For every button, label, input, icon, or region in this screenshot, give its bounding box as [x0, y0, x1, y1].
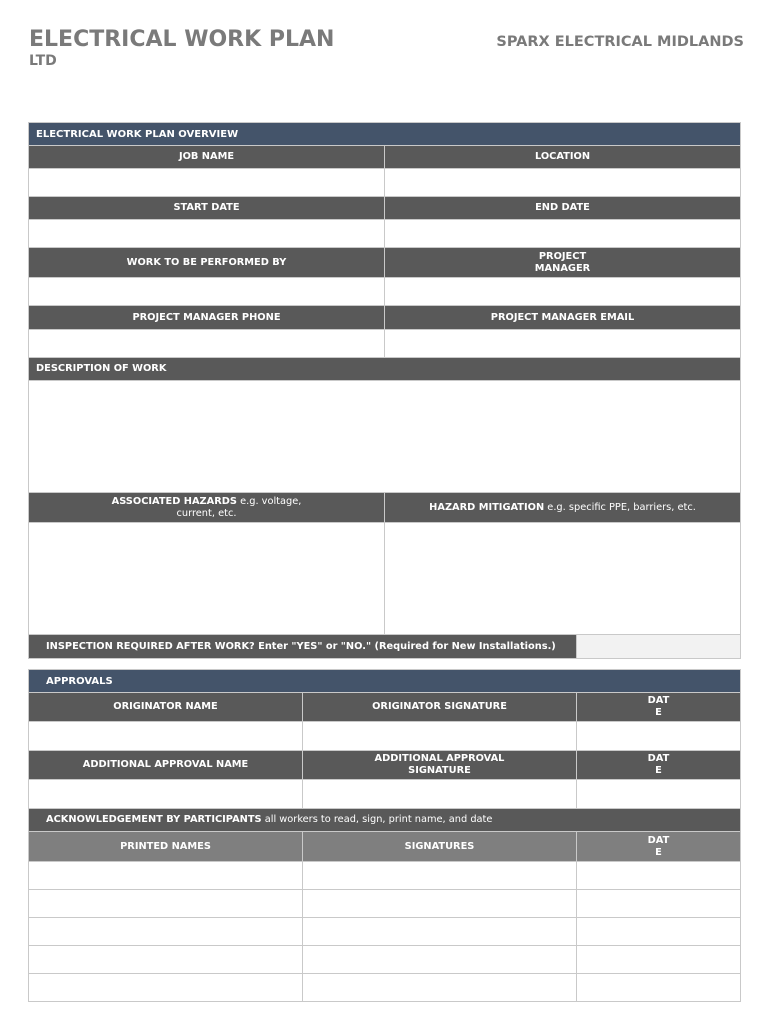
participant-row [28, 974, 741, 1002]
project-manager-field[interactable] [385, 278, 741, 306]
date-label-line2: E [655, 707, 662, 718]
mitigation-label [385, 493, 741, 523]
pm-phone-label: PROJECT MANAGER PHONE [28, 306, 385, 330]
mitigation-label-bold: HAZARD MITIGATION [429, 501, 545, 513]
page-title-sub: LTD [29, 53, 57, 69]
company-name: SPARX ELECTRICAL MIDLANDS [496, 34, 744, 50]
participant-signature-field[interactable] [303, 890, 577, 918]
additional-name-field[interactable] [28, 780, 303, 809]
originator-name-field[interactable] [28, 722, 303, 751]
participant-row [28, 890, 741, 918]
page-title [29, 27, 389, 69]
hazards-label-bold: ASSOCIATED HAZARDS [111, 495, 237, 507]
participant-date-field[interactable] [577, 974, 741, 1002]
job-name-label: JOB NAME [28, 146, 385, 169]
date-label-line1: DAT [647, 695, 670, 706]
originator-date-label [577, 693, 741, 722]
description-label: DESCRIPTION OF WORK [28, 358, 741, 381]
participant-date-field[interactable] [577, 946, 741, 974]
overview-section [28, 122, 741, 659]
participant-date-field[interactable] [577, 890, 741, 918]
participant-name-field[interactable] [28, 946, 303, 974]
date-label-line1: DAT [647, 753, 670, 764]
signatures-label: SIGNATURES [303, 832, 577, 862]
description-field[interactable] [28, 381, 741, 493]
participant-name-field[interactable] [28, 918, 303, 946]
printed-names-label: PRINTED NAMES [28, 832, 303, 862]
mitigation-field[interactable] [385, 523, 741, 635]
pm-email-label: PROJECT MANAGER EMAIL [385, 306, 741, 330]
participant-name-field[interactable] [28, 974, 303, 1002]
job-name-field[interactable] [28, 169, 385, 197]
start-date-field[interactable] [28, 220, 385, 248]
participant-date-field[interactable] [577, 862, 741, 890]
additional-signature-field[interactable] [303, 780, 577, 809]
originator-signature-field[interactable] [303, 722, 577, 751]
acknowledgement-label-bold: ACKNOWLEDGEMENT BY PARTICIPANTS [46, 814, 262, 825]
additional-signature-line2: SIGNATURE [408, 765, 471, 776]
hazards-label-note2: current, etc. [176, 507, 237, 519]
hazards-field[interactable] [28, 523, 385, 635]
participant-signature-field[interactable] [303, 974, 577, 1002]
date-label-line2: E [655, 765, 662, 776]
pm-email-field[interactable] [385, 330, 741, 358]
location-label: LOCATION [385, 146, 741, 169]
additional-name-label: ADDITIONAL APPROVAL NAME [28, 751, 303, 780]
acknowledgement-label-note: all workers to read, sign, print name, and date [261, 814, 493, 825]
acknowledgement-label [28, 809, 741, 832]
participant-signature-field[interactable] [303, 918, 577, 946]
date-label-line2: E [655, 846, 662, 858]
performed-by-label: WORK TO BE PERFORMED BY [28, 248, 385, 278]
hazards-label [28, 493, 385, 523]
originator-signature-label: ORIGINATOR SIGNATURE [303, 693, 577, 722]
project-manager-label [385, 248, 741, 278]
participant-row [28, 918, 741, 946]
additional-date-label [577, 751, 741, 780]
participant-row [28, 862, 741, 890]
end-date-label: END DATE [385, 197, 741, 220]
participant-signature-field[interactable] [303, 946, 577, 974]
additional-signature-label [303, 751, 577, 780]
performed-by-field[interactable] [28, 278, 385, 306]
originator-name-label: ORIGINATOR NAME [28, 693, 303, 722]
participant-date-label [577, 832, 741, 862]
participant-signature-field[interactable] [303, 862, 577, 890]
additional-signature-line1: ADDITIONAL APPROVAL [374, 753, 505, 764]
end-date-field[interactable] [385, 220, 741, 248]
inspection-label: INSPECTION REQUIRED AFTER WORK? Enter "YES" or "NO." (Required for New Installations.) [28, 635, 577, 659]
approvals-section-title: APPROVALS [28, 669, 741, 693]
overview-section-title: ELECTRICAL WORK PLAN OVERVIEW [28, 122, 741, 146]
page-title-main: ELECTRICAL WORK PLAN [29, 27, 335, 52]
hazards-label-note: e.g. voltage, [236, 495, 302, 507]
mitigation-label-note: e.g. specific PPE, barriers, etc. [544, 501, 696, 513]
originator-date-field[interactable] [577, 722, 741, 751]
date-label-line1: DAT [647, 834, 670, 846]
participant-date-field[interactable] [577, 918, 741, 946]
participant-row [28, 946, 741, 974]
additional-date-field[interactable] [577, 780, 741, 809]
participant-name-field[interactable] [28, 862, 303, 890]
project-manager-label-line2: MANAGER [534, 262, 591, 274]
participant-name-field[interactable] [28, 890, 303, 918]
pm-phone-field[interactable] [28, 330, 385, 358]
start-date-label: START DATE [28, 197, 385, 220]
project-manager-label-line1: PROJECT [538, 250, 587, 262]
inspection-field[interactable] [577, 635, 741, 659]
location-field[interactable] [385, 169, 741, 197]
approvals-section [28, 669, 741, 1002]
